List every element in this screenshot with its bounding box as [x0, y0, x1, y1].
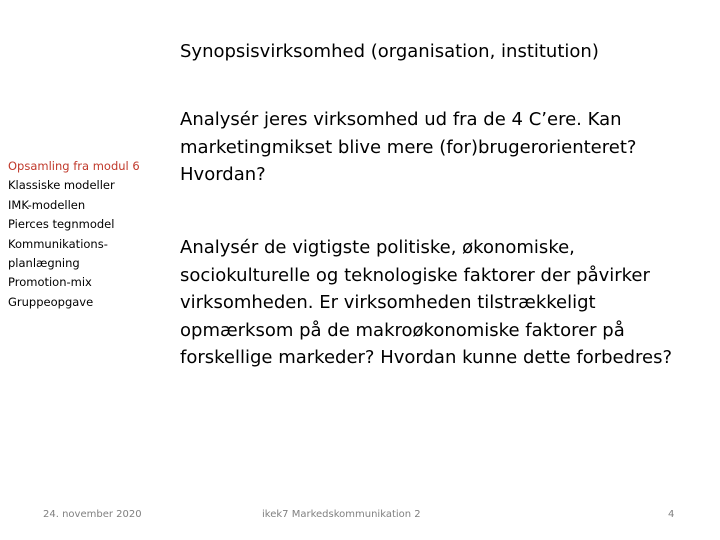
- sidebar: [8, 157, 173, 312]
- sidebar-item-group-assignment: Gruppeopgave: [8, 294, 94, 309]
- footer-date: 24. november 2020: [43, 509, 142, 520]
- sidebar-item-imk-model: IMK-modellen: [8, 197, 86, 212]
- sidebar-item-classic-models: Klassiske modeller: [8, 178, 115, 193]
- sidebar-item-pierce-sign-model: Pierces tegnmodel: [8, 217, 115, 232]
- sidebar-item-communication: Kommunikations-: [8, 236, 108, 251]
- sidebar-item-planning: planlægning: [8, 256, 80, 271]
- footer-page-number: 4: [668, 509, 675, 520]
- sidebar-heading: Opsamling fra modul 6: [8, 159, 140, 173]
- paragraph-4cs: Analysér jeres virksomhed ud fra de 4 C’ere. Kan marketingmikset blive mere (for)brugerorienteret? Hvordan?: [180, 109, 637, 185]
- footer-course: ikek7 Markedskommunikation 2: [262, 509, 421, 520]
- sidebar-item-promotion-mix: Promotion-mix: [8, 275, 92, 290]
- slide-title: Synopsisvirksomhed (organisation, institution): [180, 41, 599, 62]
- paragraph-pest-analysis: Analysér de vigtigste politiske, økonomiske, sociokulturelle og teknologiske faktorer der påvirker virksomheden. Er virksomheden tilstrækkeligt opmærksom på de makroøkonomiske faktorer på forskellige markeder? Hvordan kunne dette forbedres?: [180, 237, 673, 368]
